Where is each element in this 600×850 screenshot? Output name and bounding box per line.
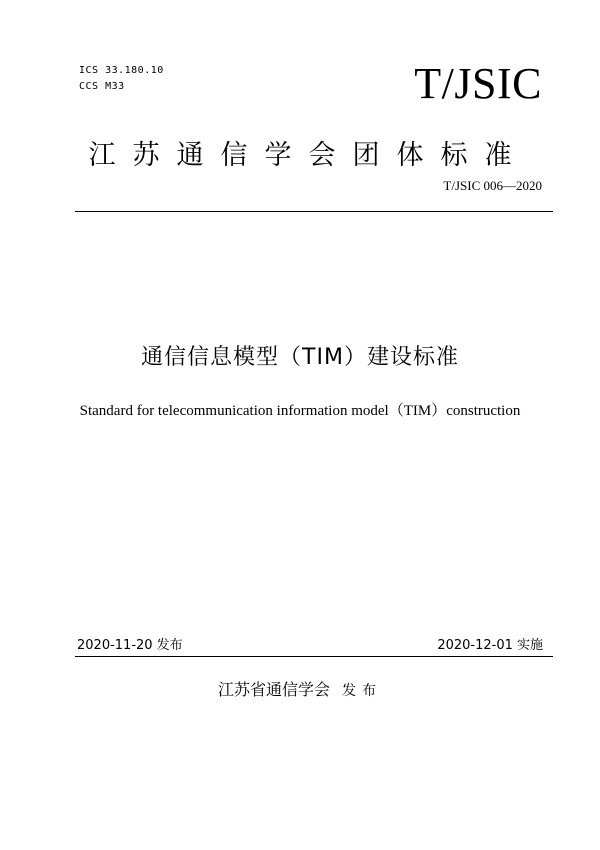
document-title-chinese: 通信信息模型（TIM）建设标准: [141, 345, 459, 370]
ccs-code: CCS M33: [79, 81, 125, 92]
standard-brand: T/JSIC: [414, 59, 542, 108]
ics-code: ICS 33.180.10: [79, 65, 164, 76]
footer-divider: [75, 656, 553, 657]
implementation-date: 2020-12-01 实施: [437, 638, 543, 653]
publisher-line: [0, 677, 600, 700]
document-number: T/JSIC 006—2020: [443, 178, 542, 193]
publish-label: 发布: [342, 683, 382, 699]
issue-date: 2020-11-20 发布: [77, 638, 183, 653]
document-title-english: Standard for telecommunication information model（TIM）construction: [79, 403, 521, 419]
header-divider: [75, 211, 553, 212]
publisher-name: 江苏省通信学会: [217, 680, 330, 699]
organization-standard-title: 江苏通信学会团体标准: [88, 140, 529, 171]
